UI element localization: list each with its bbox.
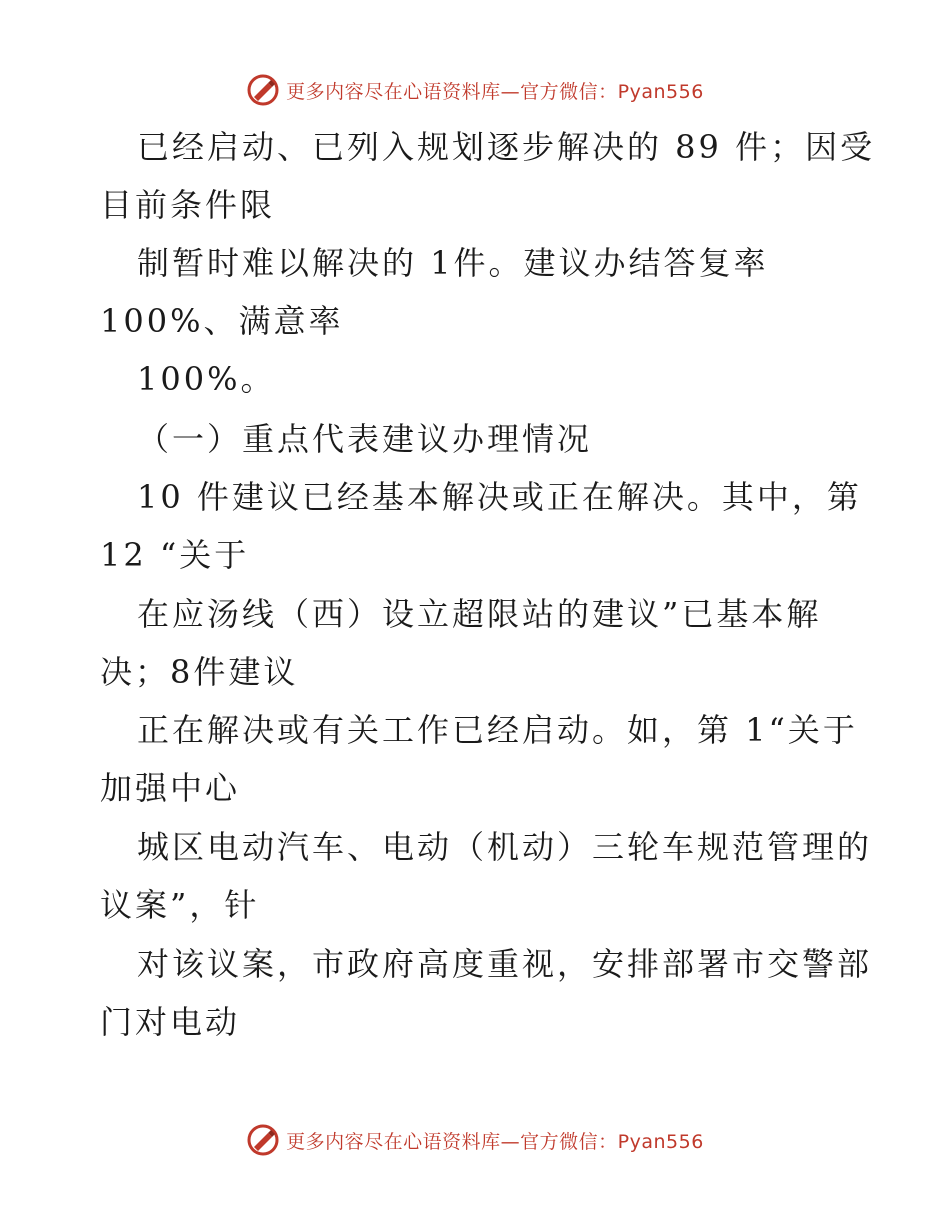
watermark-separator: —	[500, 1130, 521, 1153]
text-line: 加强中心	[100, 769, 241, 807]
watermark-separator: —	[500, 80, 521, 103]
text-line: 10 件建议已经基本解决或正在解决。其中，第	[137, 478, 862, 516]
watermark-contact: 官方微信：Pyan556	[520, 80, 704, 103]
text-line: 100%。	[137, 360, 276, 398]
text-line: 100%、满意率	[100, 302, 344, 340]
text-line: 城区电动汽车、电动（机动）三轮车规范管理的	[137, 828, 873, 866]
text-line: 议案”，针	[100, 886, 260, 924]
text-line: 目前条件限	[100, 186, 276, 224]
text-line: 制暂时难以解决的 1件。建议办结答复率	[137, 244, 769, 282]
watermark-brand: 更多内容尽在心语资料库	[286, 80, 501, 103]
watermark-brand: 更多内容尽在心语资料库	[286, 1130, 501, 1153]
pen-circle-logo-icon	[246, 1123, 280, 1157]
watermark-text	[286, 1127, 704, 1154]
text-line: 正在解决或有关工作已经启动。如，第 1“关于	[137, 711, 858, 749]
text-line: 在应汤线（西）设立超限站的建议”已基本解	[137, 595, 822, 633]
text-line: 对该议案，市政府高度重视，安排部署市交警部	[137, 945, 873, 983]
text-line: 12 “关于	[100, 536, 250, 574]
watermark-contact: 官方微信：Pyan556	[520, 1130, 704, 1153]
footer-watermark	[0, 1120, 950, 1160]
text-line: 已经启动、已列入规划逐步解决的 89 件；因受	[137, 128, 876, 166]
text-line: 门对电动	[100, 1003, 241, 1041]
section-heading: （一）重点代表建议办理情况	[137, 420, 593, 458]
text-line: 决；8件建议	[100, 653, 299, 691]
